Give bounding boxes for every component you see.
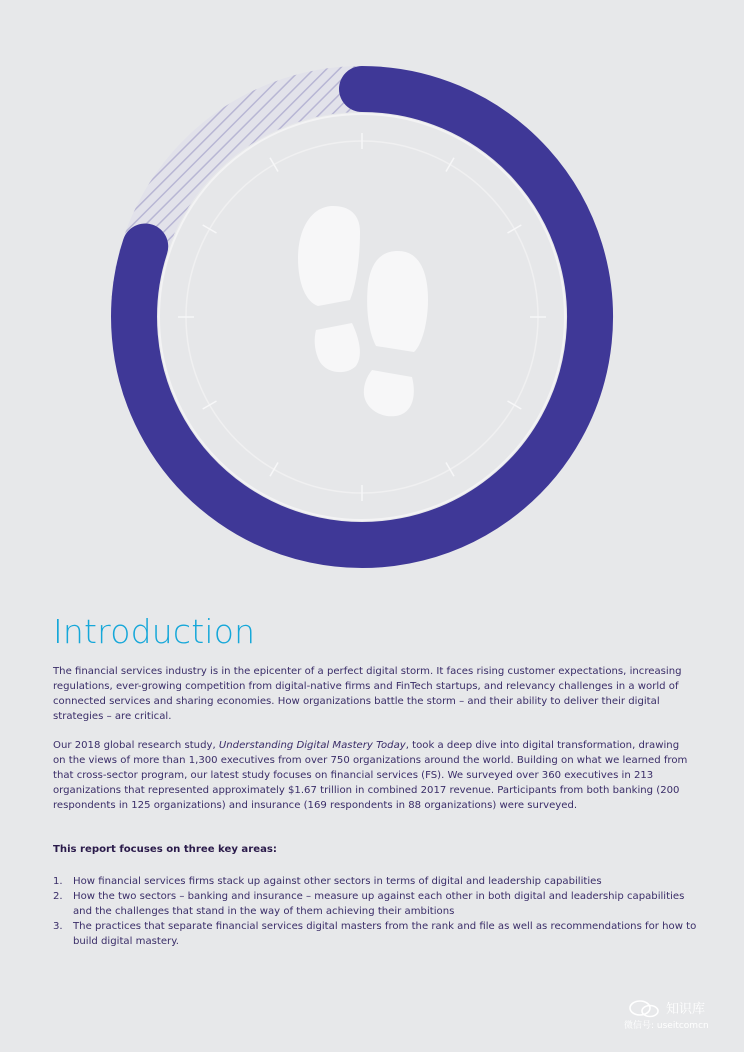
dial-face [159, 114, 565, 520]
intro-paragraph-2 [53, 738, 693, 813]
study-title: Understanding Digital Mastery Today [218, 740, 406, 751]
list-text: How the two sectors – banking and insurance – measure up against each other in both digital and leadership capabilities and the challenges that stand in the way of them achieving their ambitions [73, 891, 685, 917]
p2-text-end: , took a deep dive into digital transformation, drawing on the views of more than 1,300 executives from over 750 organizations around the world. Building on what we learned from that cross-sector program, our latest study focuses on financial services (FS). We surveyed over 360 executives in 213 organizations that represented approximately $1.67 trillion in combined 2017 revenue. Participants from both banking (200 respondents in 125 organizations) and insurance (169 respondents in 88 organizations) were surveyed. [53, 740, 688, 811]
list-text: How financial services firms stack up against other sectors in terms of digital and leadership capabilities [73, 876, 602, 887]
p2-text-start: Our 2018 global research study, [53, 740, 219, 751]
intro-paragraph-1: The financial services industry is in the epicenter of a perfect digital storm. It faces rising customer expectations, increasing regulations, ever-growing competition from digital-native firms and FinTech startups, and relevancy challenges in a world of connected services and sharing economies. How organizations battle the storm – and their ability to deliver their digital strategies – are critical. [53, 666, 682, 722]
watermark-account: 微信号: useitcomcn [624, 1021, 709, 1031]
list-number: 1. [53, 876, 63, 887]
list-number: 2. [53, 891, 63, 902]
watermark-name: 知识库 [666, 1002, 706, 1017]
list-number: 3. [53, 921, 63, 932]
watermark [624, 998, 734, 1032]
list-text: The practices that separate financial services digital masters from the rank and file as well as recommendations for how to build digital mastery. [73, 921, 697, 947]
focus-heading: This report focuses on three key areas: [53, 844, 277, 855]
list-item [53, 889, 703, 919]
focus-list [53, 874, 703, 949]
list-item [53, 874, 703, 889]
list-item [53, 919, 703, 949]
page-title: Introduction [53, 612, 256, 651]
wechat-icon [628, 1000, 662, 1018]
